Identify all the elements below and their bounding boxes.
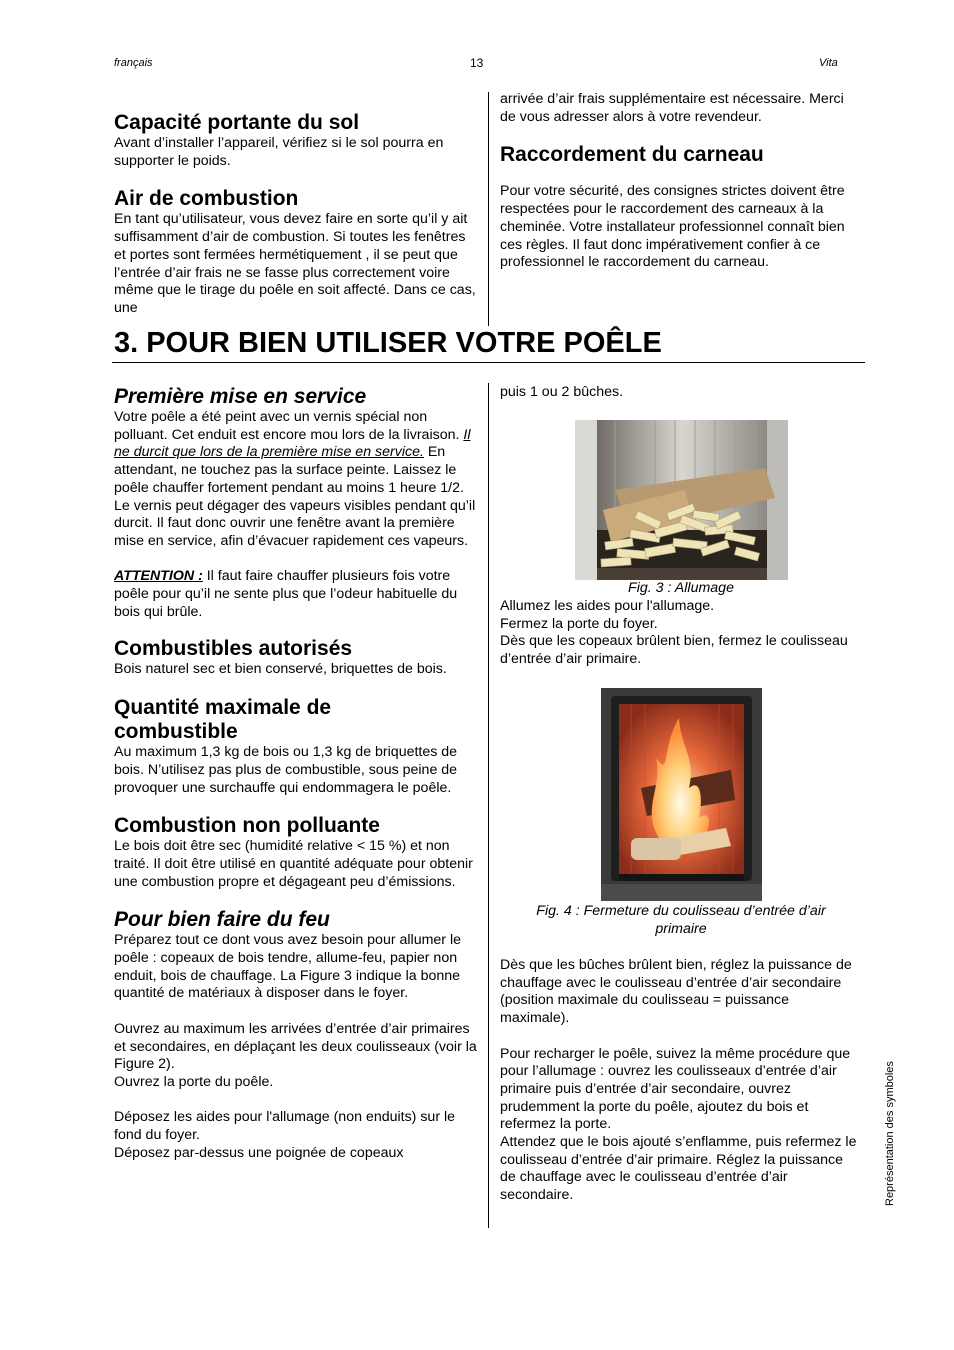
fig3-step-1: Allumez les aides pour l'allumage. bbox=[500, 598, 715, 614]
figure-4-fire-photo bbox=[601, 688, 762, 901]
section-text-making-fire-5: Déposez par-dessus une poignée de copeaux bbox=[114, 1144, 404, 1161]
section-text-making-fire-3: Ouvrez la porte du poêle. bbox=[114, 1073, 274, 1090]
column-divider-top bbox=[488, 92, 489, 326]
reloading-final-text: Attendez que le bois ajouté s’enflamme, puis refermez le coulisseau d’entrée d’air primaire. Réglez la puissance de chauffage avec le coulisseau d’entrée d’air secondaire. bbox=[500, 1134, 857, 1204]
making-fire-cont: puis 1 ou 2 bûches. bbox=[500, 384, 624, 400]
section-title-max-fuel: Quantité maximale de combustible bbox=[114, 696, 332, 744]
chapter-rule bbox=[112, 362, 865, 363]
header-product: Vita bbox=[819, 57, 838, 69]
top-left-column bbox=[114, 111, 476, 318]
fig3-step-2: Fermez la porte du foyer. bbox=[500, 615, 658, 632]
column-divider-bottom bbox=[488, 383, 489, 1228]
section-text-making-fire-4: Déposez les aides pour l'allumage (non enduits) sur le fond du foyer. bbox=[114, 1109, 456, 1144]
section-title-clean-combustion: Combustion non polluante bbox=[114, 814, 380, 838]
heating-power-text: Dès que les bûches brûlent bien, réglez la puissance de chauffage avec le coulisseau d’entrée d’air secondaire (position maximale du coulisseau = puissance maximale). bbox=[500, 957, 852, 1027]
chapter-number: 3. bbox=[114, 327, 139, 359]
side-tab-label: Représentation des symboles bbox=[884, 1061, 896, 1206]
chapter-heading bbox=[114, 326, 662, 360]
section-title-making-fire: Pour bien faire du feu bbox=[114, 908, 330, 932]
section-title-fuels: Combustibles autorisés bbox=[114, 637, 353, 661]
figure-3-instructions bbox=[500, 598, 862, 669]
header-language: français bbox=[114, 57, 153, 69]
figure-4-instructions bbox=[500, 957, 862, 1205]
first-use-emphasis: Il ne durcit que lors de la première mise en service. bbox=[114, 426, 471, 461]
attention-note: ATTENTION : Il faut faire chauffer plusieurs fois votre poêle pour qu’il ne sente plus que l’odeur habituelle du bois qui brûle. bbox=[114, 568, 458, 620]
section-text-combustion-air-cont: arrivée d’air frais supplémentaire est nécessaire. Merci de vous adresser alors à votre revendeur. bbox=[500, 91, 844, 125]
section-text-clean-combustion: Le bois doit être sec (humidité relative < 15 %) et non traité. Il doit être utilisé en quantité adéquate pour obtenir une combustion propre et dégageant peu d’émissions. bbox=[114, 838, 473, 890]
section-text-flue-connection: Pour votre sécurité, des consignes strictes doivent être respectées pour le raccordement des carneaux à la cheminée. Votre installateur professionnel connaît bien ces règles. Il faut donc impérativement confier à ce professionnel le raccordement du carneau. bbox=[500, 183, 845, 271]
figure-3-caption: Fig. 3 : Allumage bbox=[628, 580, 734, 596]
page-number: 13 bbox=[470, 56, 484, 70]
section-text-making-fire-2: Ouvrez au maximum les arrivées d’entrée d’air primaires et secondaires, en déplaçant les deux coulisseaux (voir la Figure 2). bbox=[114, 1020, 477, 1073]
chapter-title: POUR BIEN UTILISER VOTRE POÊLE bbox=[146, 327, 662, 359]
section-text-floor-capacity: Avant d’installer l’appareil, vérifiez si le sol pourra en supporter le poids. bbox=[114, 135, 444, 169]
top-right-column bbox=[500, 91, 862, 272]
attention-label: ATTENTION : bbox=[114, 568, 203, 585]
section-text-combustion-air: En tant qu’utilisateur, vous devez faire en sorte qu’il y ait suffisamment d’air de combustion. Si toutes les fenêtres et portes sont fermées hermétiquement , il se peut que l’entrée d’air frais ne se fasse plus correctement voire même que le tirage du poêle en soit affecté. Dans ce cas, une bbox=[114, 211, 476, 316]
reloading-text: Pour recharger le poêle, suivez la même procédure que pour l’allumage : ouvrez les coulisseaux d’entrée d’air primaire puis d’entrée d’air secondaire, ouvrez prudemment la porte du poêle, ajoutez du bois et refermez la porte. bbox=[500, 1045, 851, 1133]
section-text-fuels: Bois naturel sec et bien conservé, briquettes de bois. bbox=[114, 661, 447, 678]
figure-4-caption: Fig. 4 : Fermeture du coulisseau d’entrée d’air primaire bbox=[536, 903, 826, 937]
figure-3-kindling-photo bbox=[575, 420, 788, 580]
section-title-combustion-air: Air de combustion bbox=[114, 187, 299, 211]
bottom-left-column bbox=[114, 385, 480, 1162]
section-text-first-use: Votre poêle a été peint avec un vernis spécial non polluant. Cet enduit est encore mou lors de la livraison. Il ne durcit que lors de la première mise en service. En attendant, ne touchez pas la surface peinte. Laissez le poêle chauffer fortement pendant au moins 1 heure 1/2. Le vernis peut dégager des vapeurs visibles pendant qu’il durcit. Il faut donc ouvrir une fenêtre avant la première mise en service, afin d’évacuer rapidement ces vapeurs. bbox=[114, 409, 476, 549]
section-title-first-use: Première mise en service bbox=[114, 385, 367, 408]
kindling-illustration bbox=[575, 420, 788, 580]
fire-illustration bbox=[601, 688, 762, 901]
section-text-max-fuel: Au maximum 1,3 kg de bois ou 1,3 kg de briquettes de bois. N’utilisez pas plus de combustible, sous peine de provoquer une surchauffe qui endommagera le poêle. bbox=[114, 744, 458, 796]
section-title-floor-capacity: Capacité portante du sol bbox=[114, 111, 360, 134]
section-text-making-fire-1: Préparez tout ce dont vous avez besoin pour allumer le poêle : copeaux de bois tendre, allume-feu, papier non enduit, bois de chauffage. La Figure 3 indique la bonne quantité de matériaux à disposer dans le foyer. bbox=[114, 932, 462, 1002]
fig3-step-3: Dès que les copeaux brûlent bien, fermez le coulisseau d’entrée d’air primaire. bbox=[500, 633, 848, 668]
section-title-flue-connection: Raccordement du carneau bbox=[500, 143, 764, 167]
bottom-right-column bbox=[500, 384, 862, 402]
